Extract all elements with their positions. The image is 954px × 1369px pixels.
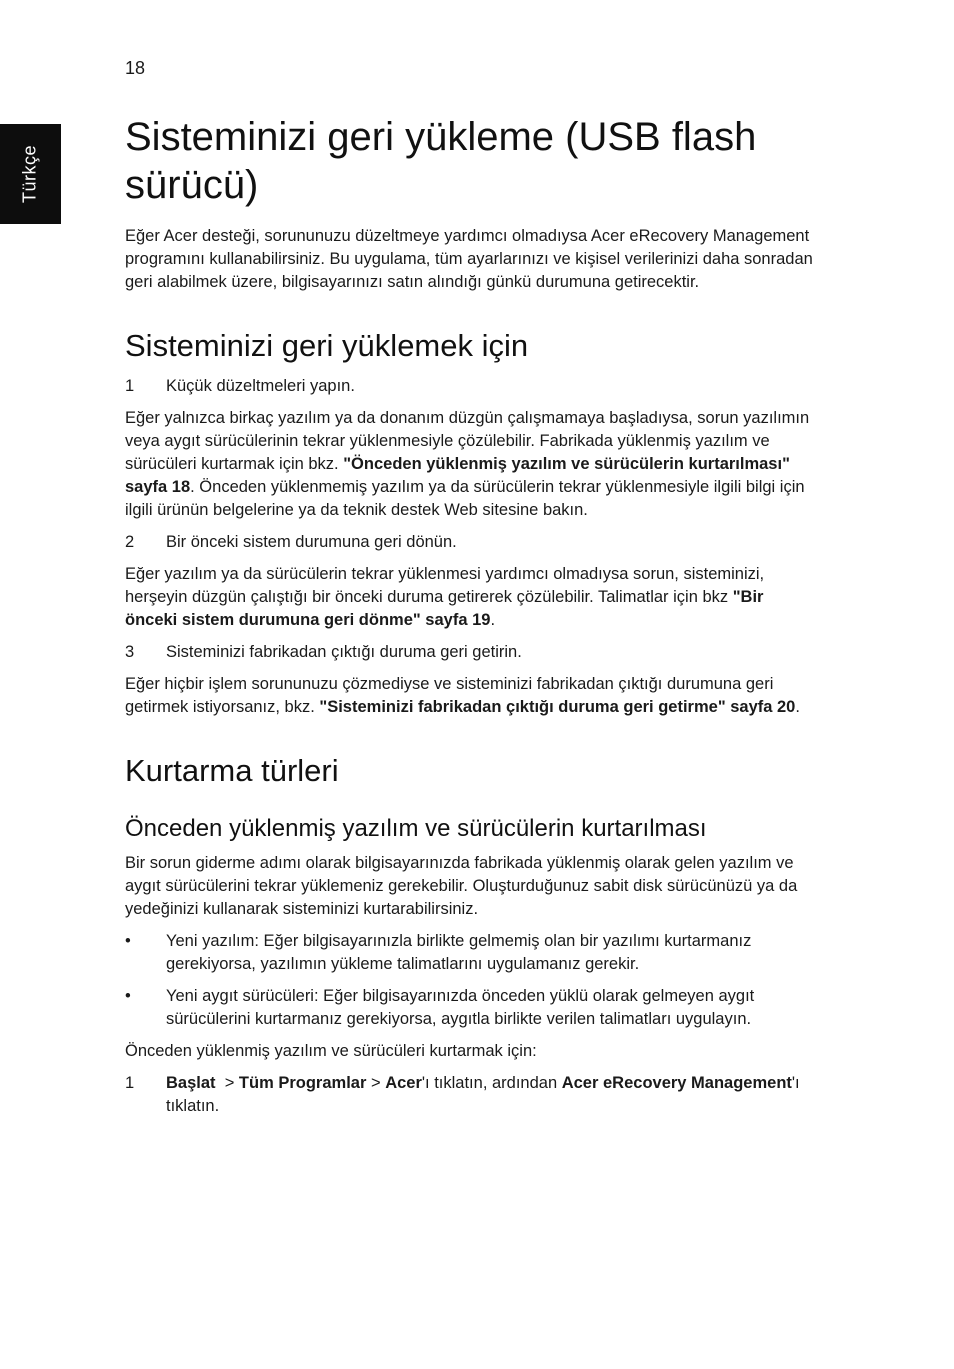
intro-paragraph: Eğer Acer desteği, sorununuzu düzeltmeye yardımcı olmadıysa Acer eRecovery Management programını kullanabilirsiniz. Bu uygulama, tüm ayarlarınızı ve kişisel verilerinizi daha sonradan geri alabilmek üzere, bilgisayarınızı satın alındığı günkü durumuna getirecektir. [125,227,813,291]
bullet-item [125,985,815,1031]
step-2-paragraph [125,563,815,632]
text-run: . [490,611,496,629]
step-text: Küçük düzeltmeleri yapın. [166,377,355,395]
bullet-text: Yeni yazılım: Eğer bilgisayarınızla birlikte gelmemiş olan bir yazılımı kurtarmanız gerekiyorsa, yazılımın yükleme talimatlarını uygulamanız gerekir. [166,932,752,973]
step-1 [125,375,815,398]
text-run: 'ı tıklatın, ardından [421,1074,562,1092]
step-3-paragraph [125,673,815,719]
cross-reference: "Önceden yüklenmiş yazılım ve sürücülerin kurtarılması" sayfa 18 [125,455,790,496]
bullet-marker: • [125,932,131,950]
text-run: 'ı tıklatın. [166,1074,800,1115]
subsection-heading-preinstalled: Önceden yüklenmiş yazılım ve sürücülerin kurtarılması [125,815,707,842]
page-content [125,113,815,1127]
text-run: . [795,698,800,716]
recovery-paragraph: Bir sorun giderme adımı olarak bilgisayarınızda fabrikada yüklenmiş olarak gelen yazılım ve aygıt sürücülerini tekrar yüklemeniz gerekebilir. Oluşturduğunuz sabit disk sürücünüzü ya da yedeğinizi kullanarak sisteminizi kurtarabilirsiniz. [125,854,798,918]
step-2 [125,531,815,554]
bullet-marker: • [125,987,131,1005]
acer-label: Acer [385,1074,422,1092]
start-menu-label: Başlat [166,1074,216,1092]
step-1-paragraph [125,407,815,522]
page-number: 18 [125,58,146,78]
step-number: 1 [125,377,135,395]
cross-reference: "Sisteminizi fabrikadan çıktığı duruma geri getirme" sayfa 20 [319,698,796,716]
text-run: > [215,1074,239,1092]
step-number: 1 [125,1074,135,1092]
cross-reference: "Bir önceki sistem durumuna geri dönme" sayfa 19 [125,588,764,629]
all-programs-label: Tüm Programlar [238,1074,367,1092]
text-run: Eğer yazılım ya da sürücülerin tekrar yüklenmesi yardımcı olmadıysa sorun, sisteminizi, herşeyin düzgün çalıştığı bir önceki duruma getirerek çözülebilir. Talimatlar için bkz [125,565,765,606]
instruction-step-1 [125,1072,815,1118]
text-run: > [366,1074,386,1092]
bullet-text: Yeni aygıt sürücüleri: Eğer bilgisayarınızda önceden yüklü olarak gelmeyen aygıt sürücülerini kurtarmanız gerekiyorsa, aygıtla birlikte verilen talimatları uygulayın. [166,987,755,1028]
section-heading-recovery-types: Kurtarma türleri [125,753,339,788]
step-number: 2 [125,533,135,551]
section-heading-restore: Sisteminizi geri yüklemek için [125,328,529,363]
language-side-tab [0,124,61,224]
instructions-intro: Önceden yüklenmiş yazılım ve sürücüleri kurtarmak için: [125,1042,537,1060]
language-tab-label: Türkçe [19,144,40,204]
text-run: Eğer yalnızca birkaç yazılım ya da donanım düzgün çalışmamaya başladıysa, sorun yazılımın veya aygıt sürücülerinin tekrar yüklenmesiyle çözülebilir. Fabrikada yüklenmiş yazılım ve sürücüleri kurtarmak için bkz. [125,409,810,473]
bullet-item [125,930,815,976]
step-text: Bir önceki sistem durumuna geri dönün. [166,533,457,551]
page-title: Sisteminizi geri yükleme (USB flash sürücü) [125,115,757,207]
text-run: Eğer hiçbir işlem sorununuzu çözmediyse ve sisteminizi fabrikadan çıktığı durumuna geri getirmek istiyorsanız, bkz. [125,675,774,716]
step-number: 3 [125,643,135,661]
step-text: Sisteminizi fabrikadan çıktığı duruma geri getirin. [166,643,522,661]
text-run: . Önceden yüklenmemiş yazılım ya da sürücülerin tekrar yüklenmesiyle ilgili bilgi için ilgili ürünün belgelerine ya da teknik destek Web sitesine bakın. [125,478,805,519]
erecovery-label: Acer eRecovery Management [561,1074,792,1092]
step-3 [125,641,815,664]
step-text [166,1072,815,1118]
